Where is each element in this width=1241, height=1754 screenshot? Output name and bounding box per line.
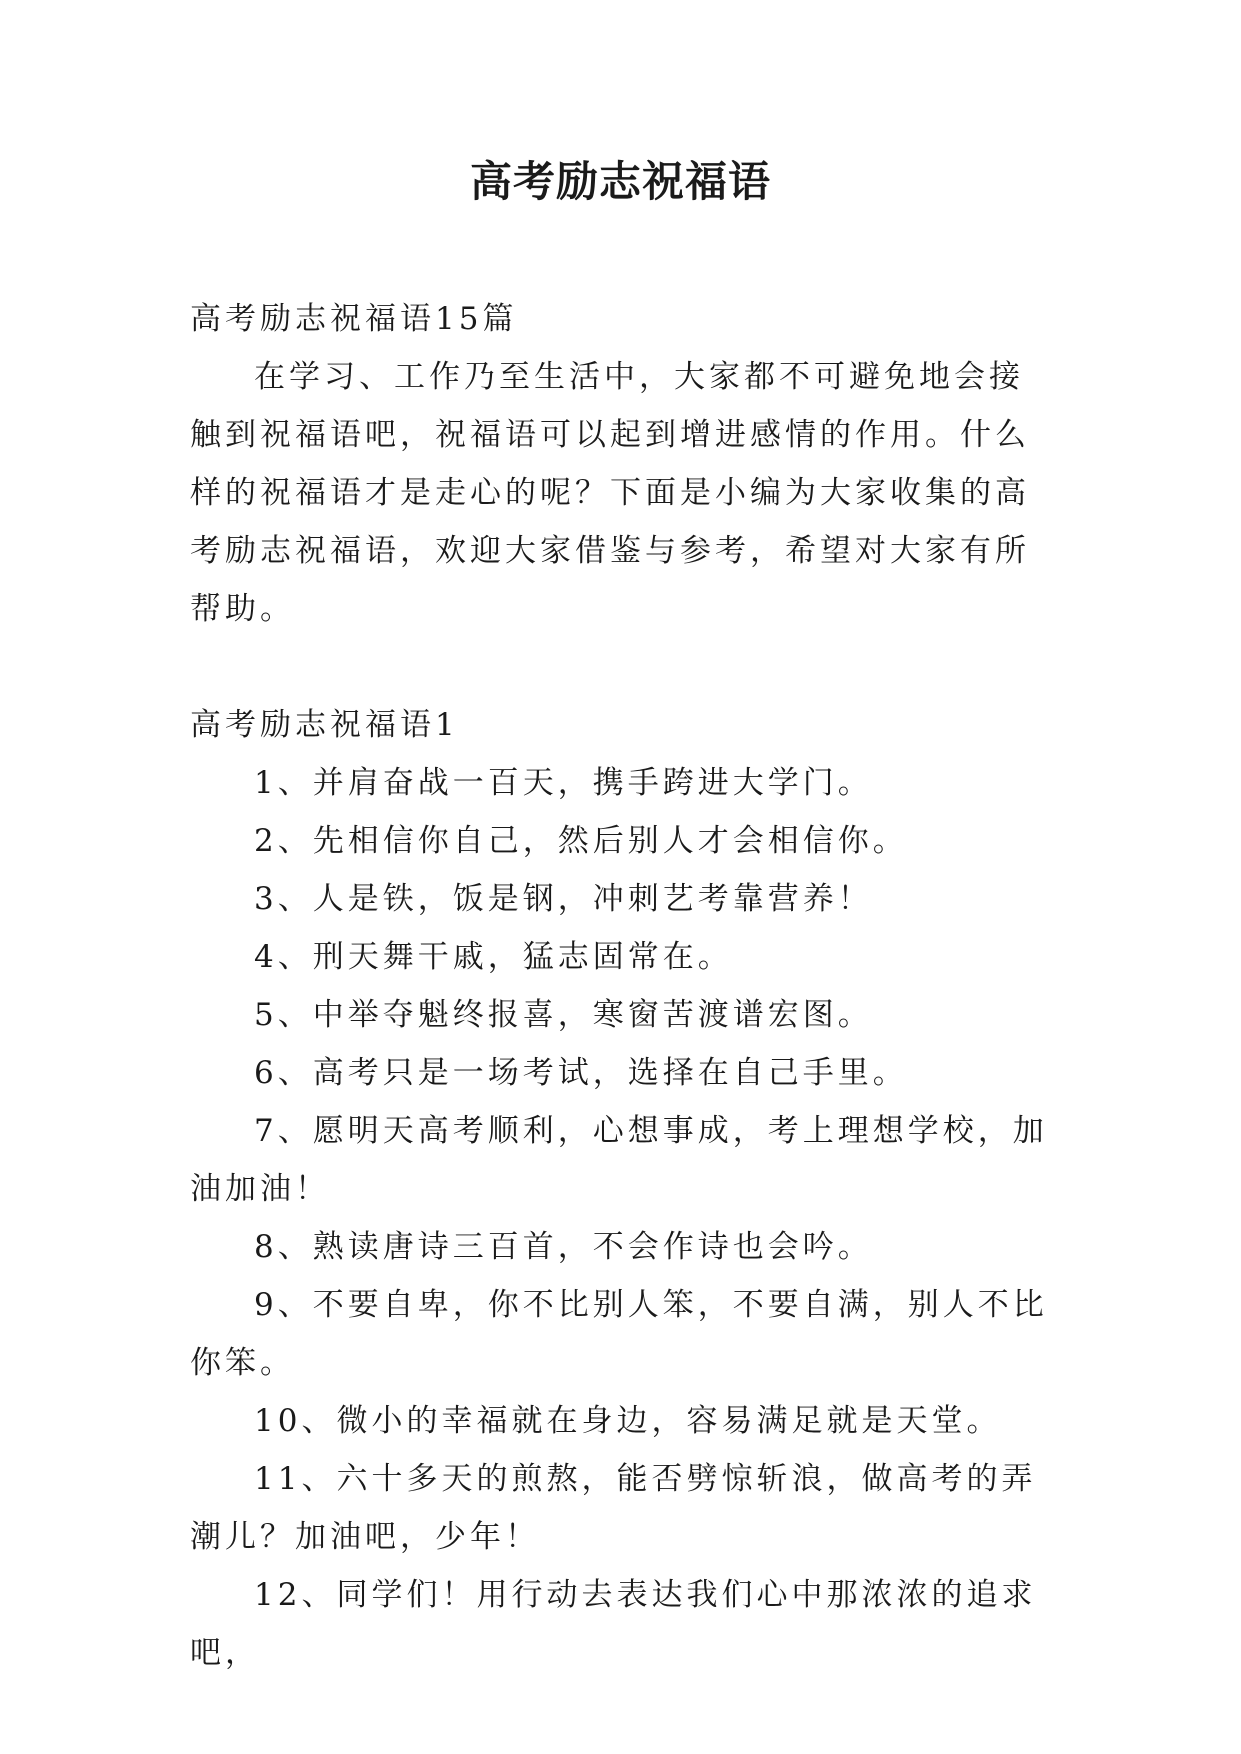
blessing-item: 7、愿明天高考顺利，心想事成，考上理想学校，加油加油！ [190, 1113, 1048, 1207]
blessing-item: 11、六十多天的煎熬，能否劈惊斩浪，做高考的弄潮儿？加油吧，少年！ [190, 1461, 1037, 1555]
blessing-item: 8、熟读唐诗三百首，不会作诗也会吟。 [254, 1229, 873, 1265]
blessing-item: 10、微小的幸福就在身边，容易满足就是天堂。 [254, 1403, 1002, 1439]
blessing-item: 4、刑天舞干戚，猛志固常在。 [254, 939, 733, 975]
blessing-item: 2、先相信你自己，然后别人才会相信你。 [254, 823, 908, 859]
blessing-item: 5、中举夺魁终报喜，寒窗苦渡谱宏图。 [254, 997, 873, 1033]
blessing-item: 6、高考只是一场考试，选择在自己手里。 [254, 1055, 908, 1091]
paragraph-spacer [190, 638, 1050, 696]
blessing-item: 3、人是铁，饭是钢，冲刺艺考靠营养！ [254, 881, 873, 917]
section-heading: 高考励志祝福语1 [190, 707, 459, 743]
document-body [190, 290, 1050, 1682]
blessing-item: 9、不要自卑，你不比别人笨，不要自满，别人不比你笨。 [190, 1287, 1048, 1381]
intro-paragraph: 在学习、工作乃至生活中，大家都不可避免地会接触到祝福语吧，祝福语可以起到增进感情的作用。什么样的祝福语才是走心的呢？下面是小编为大家收集的高考励志祝福语，欢迎大家借鉴与参考，希望对大家有所帮助。 [190, 359, 1030, 627]
blessing-list [190, 754, 1050, 1682]
document-title: 高考励志祝福语 [469, 157, 771, 206]
document-subtitle: 高考励志祝福语15篇 [190, 301, 518, 337]
blessing-item: 1、并肩奋战一百天，携手跨进大学门。 [254, 765, 873, 801]
blessing-item: 12、同学们！用行动去表达我们心中那浓浓的追求吧， [190, 1577, 1037, 1671]
